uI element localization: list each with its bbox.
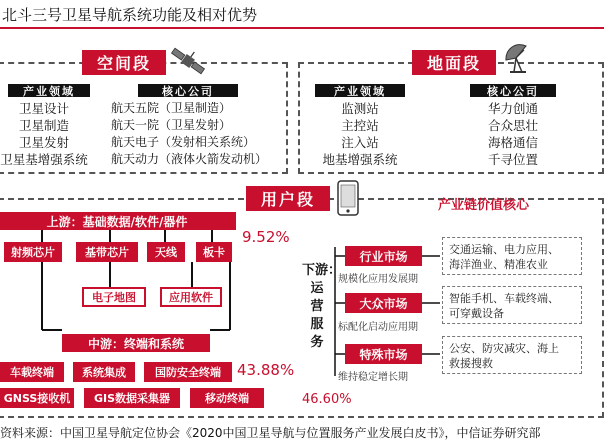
space-companies-header: 核心公司	[138, 84, 238, 97]
upstream-band: 上游：基础数据/软件/器件	[0, 212, 236, 230]
industry-market-desc: 规模化应用发展期	[338, 274, 418, 285]
downstream-share: 46.60%	[302, 392, 352, 407]
list-item: 航天五院（卫星制造）	[111, 101, 232, 115]
list-item: 千寻位置	[487, 152, 538, 167]
list-item: 主控站	[341, 118, 379, 133]
list-item: 交通运输、电力应用、	[449, 243, 559, 256]
defense-terminal-box: 国防安全终端	[144, 362, 232, 382]
list-item: 华力创通	[487, 101, 538, 116]
gis-collector-box: GIS数据采集器	[84, 388, 180, 408]
downstream-char: 营	[310, 299, 324, 314]
board-card-box: 板卡	[196, 242, 232, 262]
ground-segment-title: 地面段	[412, 50, 496, 75]
radar-dish-icon	[500, 40, 538, 78]
electronic-map-box: 电子地图	[82, 287, 146, 307]
ground-companies-header: 核心公司	[470, 84, 556, 97]
space-companies-list	[111, 100, 267, 168]
source-note: 资料来源：中国卫星导航定位协会《2020中国卫星导航与位置服务产业发展白皮书》，中信证券研究部	[0, 426, 541, 440]
list-item: 监测站	[341, 101, 379, 116]
list-item: 智能手机、车载终端、	[449, 292, 559, 305]
list-item: 卫星基增强系统	[0, 152, 88, 167]
space-fields-list	[0, 100, 94, 168]
antenna-box: 天线	[147, 242, 185, 262]
downstream-label-top: 下游：	[302, 263, 342, 278]
user-segment-title: 用户段	[246, 186, 330, 211]
list-item: 卫星发射	[18, 135, 69, 150]
list-item: 海格通信	[487, 135, 538, 150]
consumer-market-box: 大众市场	[345, 293, 422, 313]
baseband-chip-box: 基带芯片	[76, 242, 138, 262]
satellite-icon	[168, 44, 208, 78]
midstream-band: 中游：终端和系统	[62, 334, 210, 352]
special-market-desc: 维持稳定增长期	[338, 372, 408, 383]
list-item: 航天电子（发射相关系统）	[111, 135, 256, 149]
industry-market-box: 行业市场	[345, 246, 422, 266]
list-item: 注入站	[341, 135, 379, 150]
smartphone-icon	[336, 180, 360, 216]
rf-chip-box: 射频芯片	[4, 242, 62, 262]
downstream-char: 务	[310, 335, 324, 350]
list-item: 航天动力（液体火箭发动机）	[111, 152, 268, 166]
vehicle-terminal-box: 车载终端	[0, 362, 64, 382]
special-apps-list	[442, 336, 582, 374]
upstream-share: 9.52%	[242, 228, 290, 246]
application-software-box: 应用软件	[160, 287, 222, 307]
downstream-label	[302, 262, 342, 352]
space-fields-header: 产业领域	[8, 84, 90, 97]
page-title: 北斗三号卫星导航系统功能及相对优势	[2, 6, 258, 24]
downstream-char: 服	[310, 317, 324, 332]
list-item: 公安、防灾减灾、海上	[449, 342, 559, 355]
ground-fields-list	[310, 100, 410, 168]
mobile-terminal-box: 移动终端	[190, 388, 264, 408]
value-core-label: 产业链价值核心	[438, 198, 530, 213]
list-item: 合众思壮	[487, 118, 538, 133]
midstream-share: 43.88%	[237, 361, 295, 379]
list-item: 地基增强系统	[322, 152, 398, 167]
consumer-apps-list	[442, 286, 582, 324]
consumer-market-desc: 标配化启动应用期	[338, 322, 418, 333]
list-item: 可穿戴设备	[449, 307, 504, 320]
industry-apps-list	[442, 237, 582, 275]
special-market-box: 特殊市场	[345, 344, 422, 364]
ground-companies-list	[463, 100, 563, 168]
list-item: 卫星制造	[18, 118, 69, 133]
list-item: 救援搜救	[449, 357, 493, 370]
list-item: 航天一院（卫星发射）	[111, 118, 232, 132]
space-segment-title: 空间段	[82, 50, 166, 75]
list-item: 卫星设计	[18, 101, 69, 116]
gnss-receiver-box: GNSS接收机	[0, 388, 74, 408]
system-integration-box: 系统集成	[73, 362, 135, 382]
list-item: 海洋渔业、精准农业	[449, 258, 548, 271]
downstream-char: 运	[310, 281, 324, 296]
ground-fields-header: 产业领域	[315, 84, 405, 97]
